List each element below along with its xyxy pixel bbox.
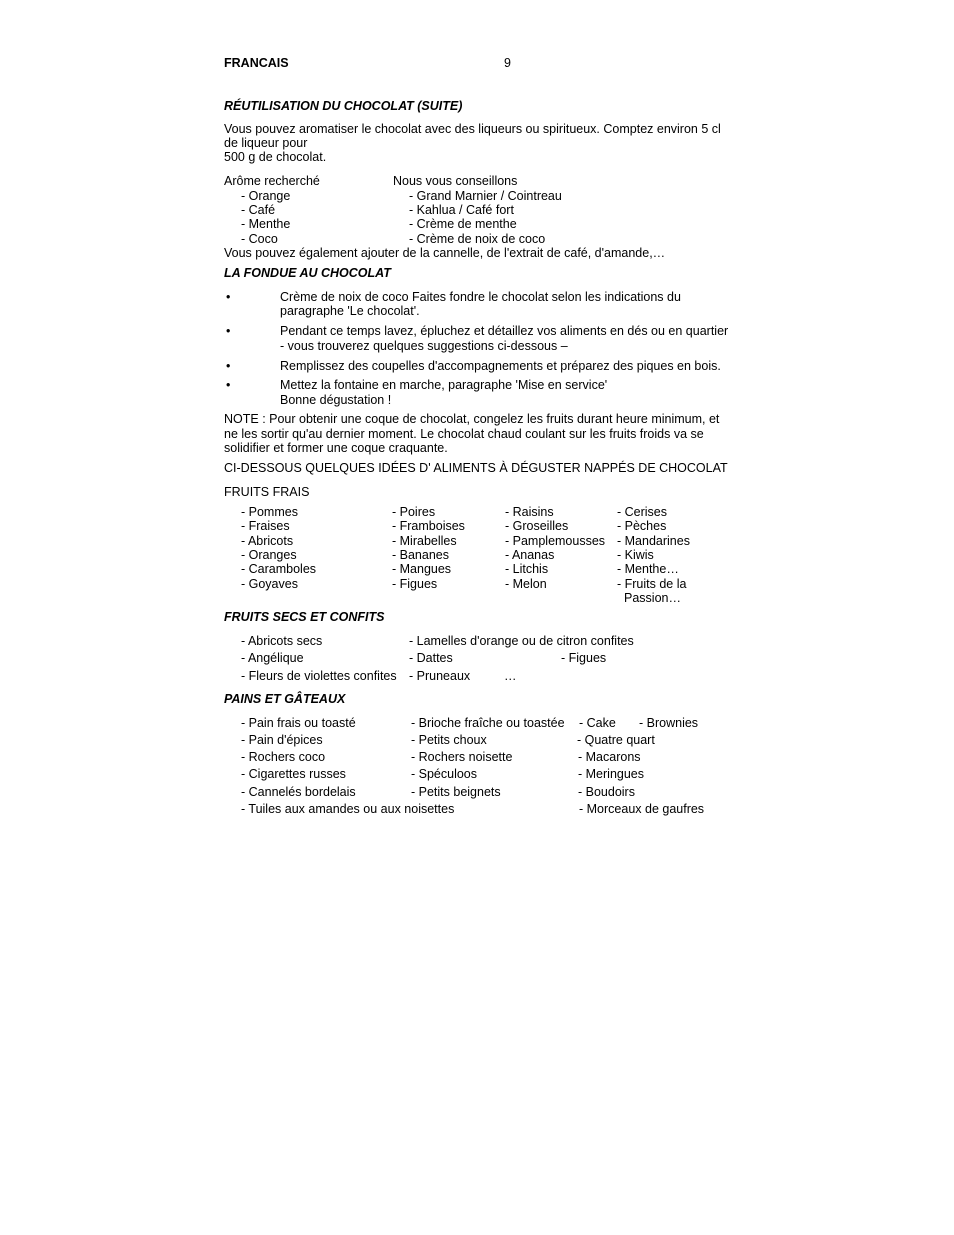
fruit-item: - Pamplemousses (505, 534, 606, 548)
intro-line: 500 g de chocolat. (224, 150, 327, 164)
fruit-item: - Melon (505, 577, 547, 591)
intro-line: Vous pouvez aromatiser le chocolat avec des liqueurs ou spiritueux. Comptez environ 5 cl (224, 122, 721, 136)
bullet-text: paragraphe 'Le chocolat'. (280, 304, 420, 318)
fruit-item: - Caramboles (241, 562, 317, 576)
pastry-item: - Rochers noisette (411, 750, 513, 764)
aroma-item: - Menthe (241, 217, 291, 231)
fruit-item: - Figues (392, 577, 438, 591)
bullet-glyph: • (226, 290, 231, 304)
pastry-item: - Petits choux (411, 733, 487, 747)
pastry-item: - Morceaux de gaufres (579, 802, 705, 816)
pastry-item: - Brownies (639, 716, 699, 730)
fruit-item: - Mirabelles (392, 534, 457, 548)
advice-header: Nous vous conseillons (393, 174, 518, 188)
fruit-item: - Pèches (617, 519, 667, 533)
section-title-fondue: LA FONDUE AU CHOCOLAT (224, 266, 391, 280)
aroma-item: - Café (241, 203, 276, 217)
fruit-item: - Goyaves (241, 577, 298, 591)
pastry-item: - Tuiles aux amandes ou aux noisettes (241, 802, 455, 816)
fruit-item: - Ananas (505, 548, 555, 562)
pastry-item: - Pain frais ou toasté (241, 716, 356, 730)
bullet-text: Mettez la fontaine en marche, paragraphe 'Mise en service' (280, 378, 608, 392)
note-line: NOTE : Pour obtenir une coque de chocolat, congelez les fruits durant heure minimum, et (224, 412, 720, 426)
fruit-item: - Mangues (392, 562, 452, 576)
dried-item: - Dattes (409, 651, 453, 665)
fruit-item: - Kiwis (617, 548, 654, 562)
extra-note: Vous pouvez également ajouter de la cannelle, de l'extrait de café, d'amande,… (224, 246, 666, 260)
aroma-item: - Orange (241, 189, 291, 203)
fruit-item: - Litchis (505, 562, 549, 576)
bullet-text: Remplissez des coupelles d'accompagnements et préparez des piques en bois. (280, 359, 721, 373)
bullet-text: Crème de noix de coco Faites fondre le chocolat selon les indications du (280, 290, 681, 304)
bullet-text: - vous trouverez quelques suggestions ci-dessous – (280, 339, 568, 353)
bullet-glyph: • (226, 324, 231, 338)
fruit-item: - Oranges (241, 548, 297, 562)
fruit-item: - Groseilles (505, 519, 569, 533)
fruit-item: - Bananes (392, 548, 449, 562)
pastry-item: - Cake (579, 716, 616, 730)
fruit-item: - Mandarines (617, 534, 690, 548)
dried-item: - Abricots secs (241, 634, 323, 648)
dried-item: - Lamelles d'orange ou de citron confites (409, 634, 634, 648)
ideas-heading: CI-DESSOUS QUELQUES IDÉES D' ALIMENTS À DÉGUSTER NAPPÉS DE CHOCOLAT (224, 461, 728, 475)
pastry-item: - Macarons (578, 750, 641, 764)
fresh-fruits-heading: FRUITS FRAIS (224, 485, 310, 499)
pastry-item: - Cannelés bordelais (241, 785, 356, 799)
fruit-item: - Menthe… (617, 562, 679, 576)
fruit-item: - Raisins (505, 505, 554, 519)
dried-item: - Angélique (241, 651, 304, 665)
advice-item: - Kahlua / Café fort (409, 203, 514, 217)
language-header: FRANCAIS (224, 56, 289, 70)
pastry-item: - Boudoirs (578, 785, 635, 799)
section-title-reuse: RÉUTILISATION DU CHOCOLAT (SUITE) (224, 99, 463, 113)
advice-item: - Crème de noix de coco (409, 232, 546, 246)
pastry-item: - Meringues (578, 767, 644, 781)
dried-item: - Fleurs de violettes confites (241, 669, 397, 683)
note-line: ne les sortir qu'au dernier moment. Le chocolat chaud coulant sur les fruits froids va se (224, 427, 704, 441)
pastry-item: - Brioche fraîche ou toastée (411, 716, 565, 730)
bullet-glyph: • (226, 378, 231, 392)
pastry-item: - Cigarettes russes (241, 767, 346, 781)
fruit-item: - Pommes (241, 505, 298, 519)
dried-item: … (504, 669, 517, 683)
pastry-item: - Rochers coco (241, 750, 326, 764)
fruit-item: - Fruits de la (617, 577, 687, 591)
aroma-header: Arôme recherché (224, 174, 320, 188)
fruit-item: Passion… (624, 591, 681, 605)
fruit-item: - Cerises (617, 505, 668, 519)
bullet-text: Bonne dégustation ! (280, 393, 392, 407)
section-title-dried-fruits: FRUITS SECS ET CONFITS (224, 610, 385, 624)
advice-item: - Crème de menthe (409, 217, 517, 231)
dried-item: - Pruneaux (409, 669, 471, 683)
pastry-item: - Spéculoos (411, 767, 478, 781)
pastry-item: - Pain d'épices (241, 733, 323, 747)
aroma-item: - Coco (241, 232, 278, 246)
intro-line: de liqueur pour (224, 136, 308, 150)
pastry-item: - Petits beignets (411, 785, 501, 799)
fruit-item: - Fraises (241, 519, 290, 533)
dried-item: - Figues (561, 651, 607, 665)
bullet-text: Pendant ce temps lavez, épluchez et détaillez vos aliments en dés ou en quartier (280, 324, 729, 338)
pastry-item: - Quatre quart (577, 733, 655, 747)
advice-item: - Grand Marnier / Cointreau (409, 189, 562, 203)
fruit-item: - Abricots (241, 534, 294, 548)
section-title-breads-cakes: PAINS ET GÂTEAUX (224, 692, 346, 706)
fruit-item: - Framboises (392, 519, 465, 533)
note-line: solidifier et former une coque craquante. (224, 441, 448, 455)
page-number: 9 (504, 56, 511, 70)
bullet-glyph: • (226, 359, 231, 373)
fruit-item: - Poires (392, 505, 436, 519)
